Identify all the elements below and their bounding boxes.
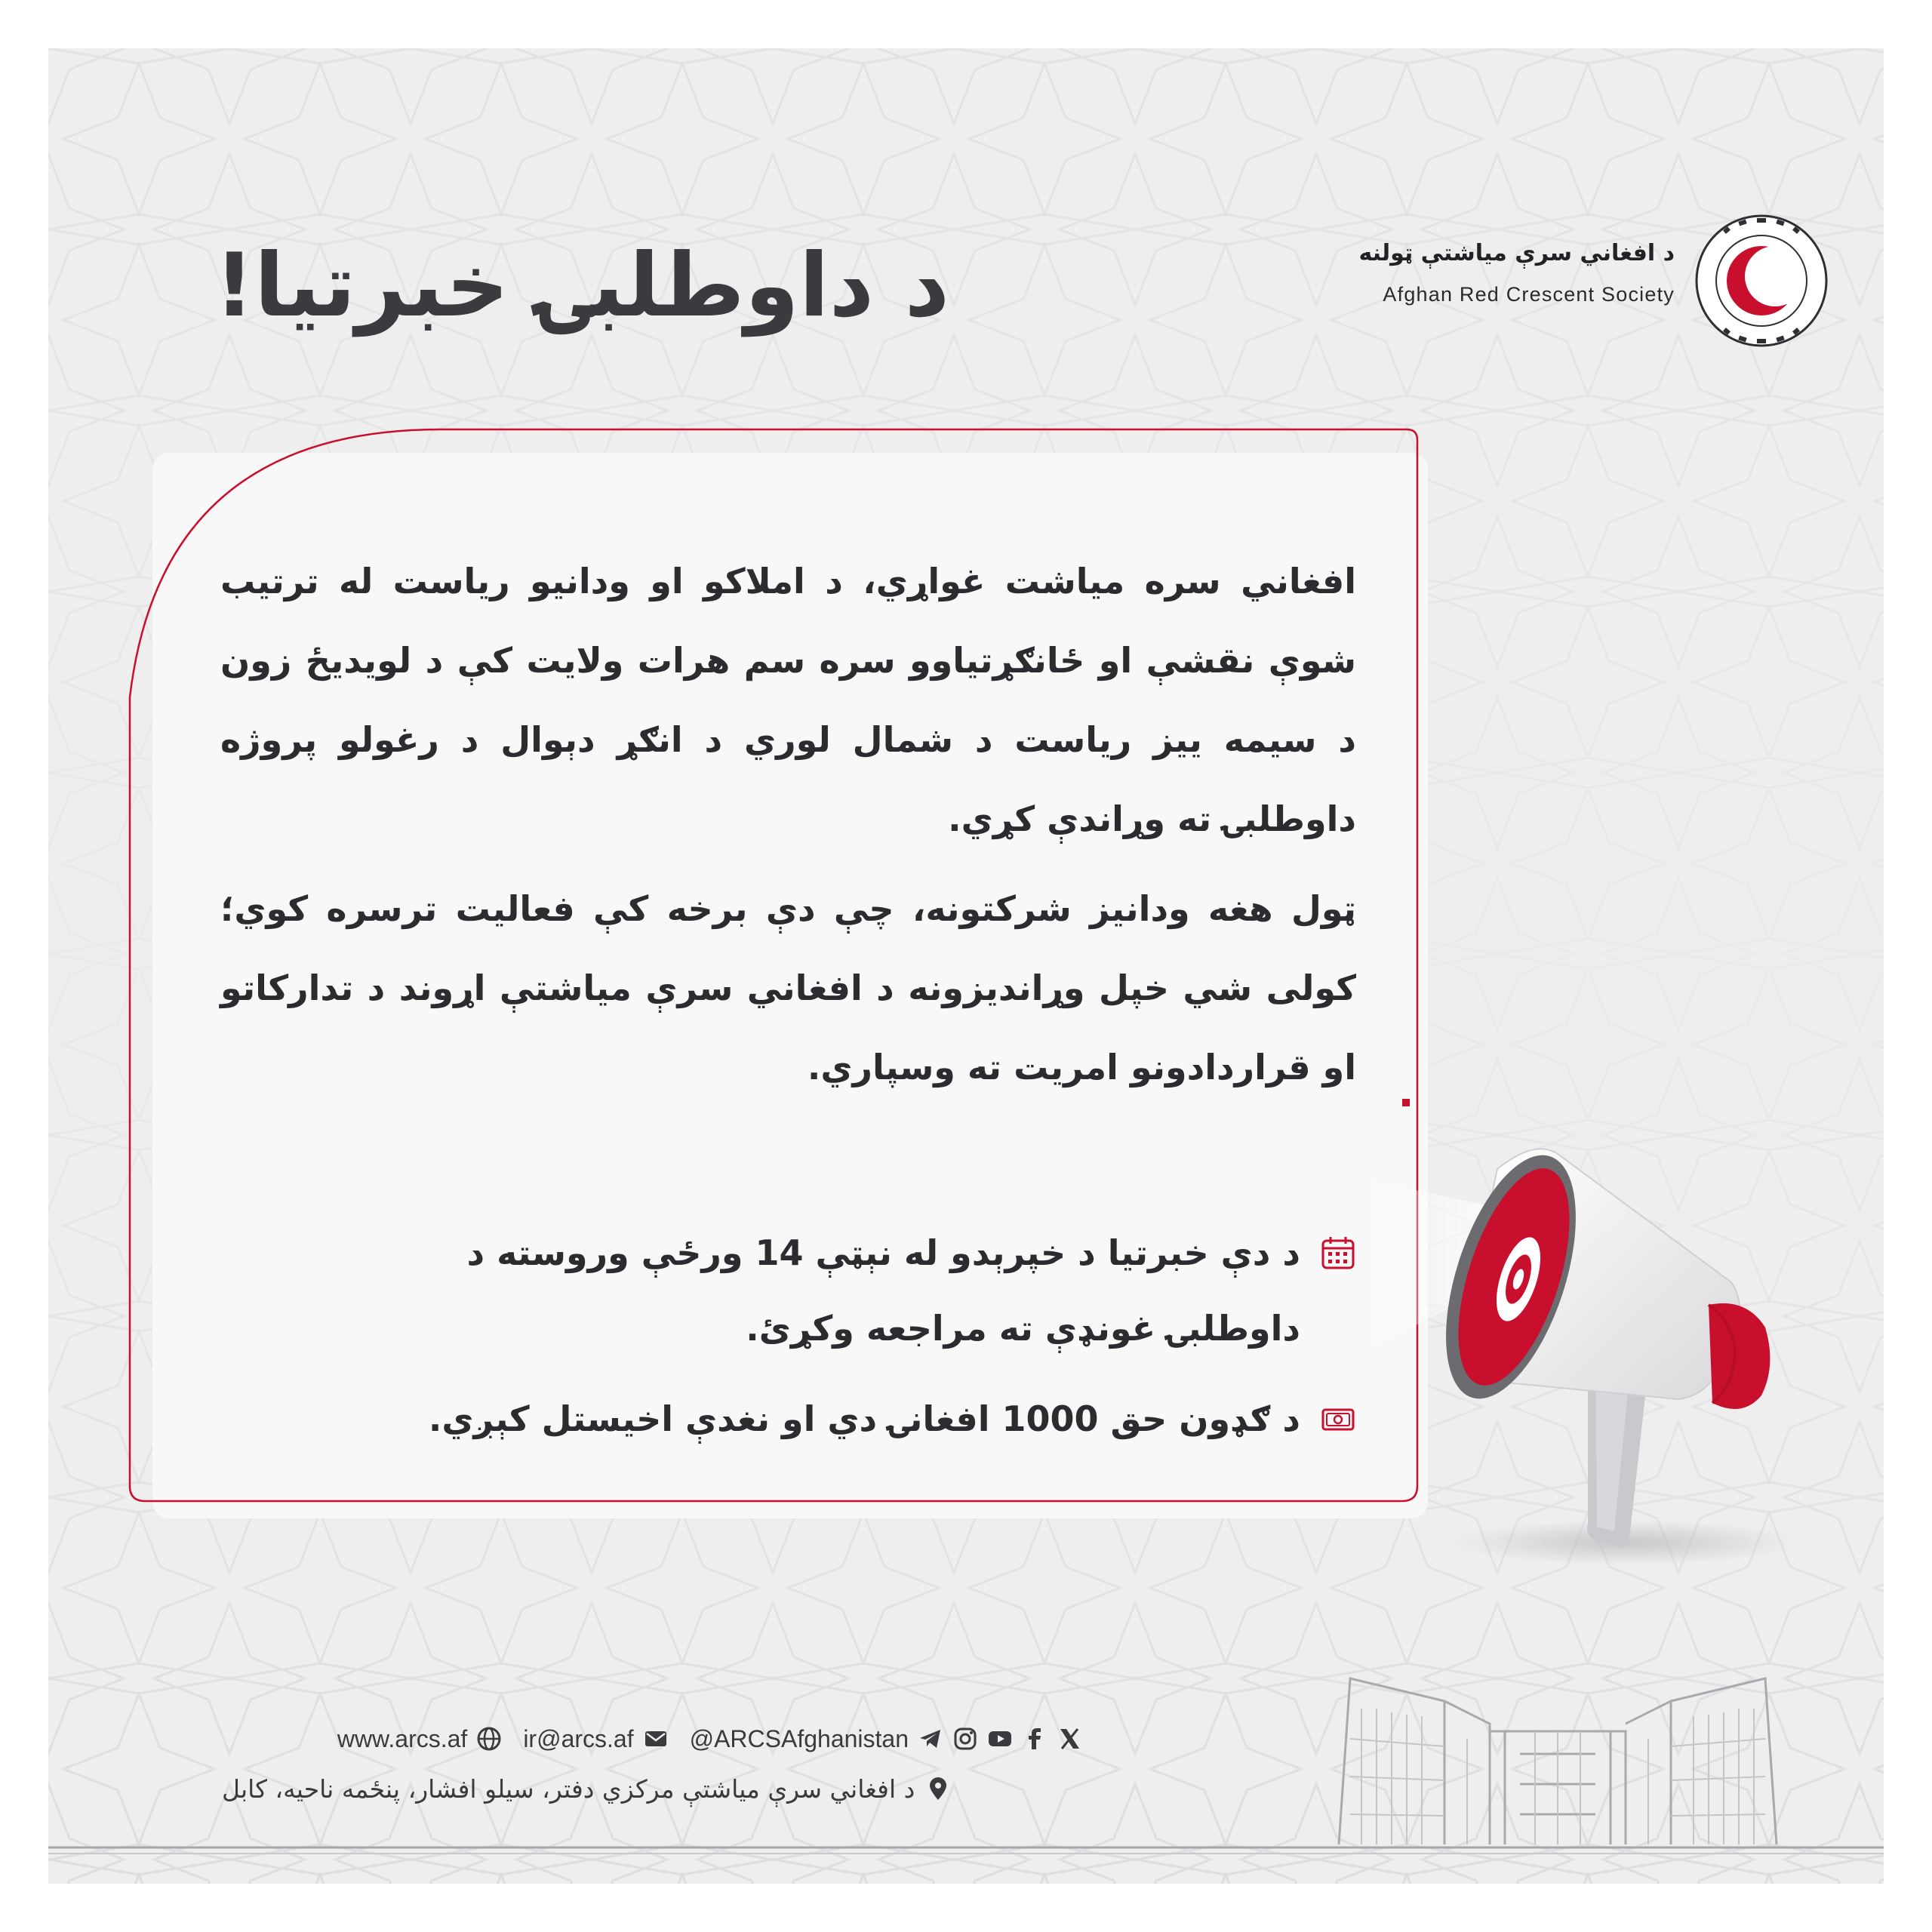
ground-line-decoration [48,1844,1884,1884]
list-item [341,1215,1356,1366]
megaphone-icon [1354,1078,1837,1577]
social-group[interactable] [690,1725,1082,1753]
paragraph: افغاني سره مياشت غواړي، د املاکو او ودانيو رياست له ترتيب شوې نقشې او ځانګړتياوو سره سم هرات ولايت کې د لويديځ زون د سيمه ييز رياست د شمال لوري د انګړ دېوال د رغولو پروژه داوطلبۍ ته وړاندې کړي. [220,561,1356,839]
footer [222,1715,1082,1828]
website-group[interactable] [337,1725,502,1753]
address-row [222,1764,1082,1813]
brand-name-english: Afghan Red Crescent Society [1383,283,1675,306]
announcement-poster [48,48,1884,1884]
x-icon[interactable] [1057,1726,1082,1752]
email-icon [643,1726,669,1752]
telegram-icon[interactable] [918,1726,943,1752]
red-crescent-logo-icon [1694,213,1829,349]
content-card [152,453,1428,1518]
page-title: د داوطلبۍ خبرتيا! [214,235,950,337]
address-text: د افغاني سرې مياشتې مرکزي دفتر، سيلو افشار، پنځمه ناحيه، کابل [222,1774,915,1804]
contact-row [222,1715,1082,1763]
card-body-text [220,542,1356,1118]
social-handle-text[interactable]: @ARCSAfghanistan [689,1724,909,1752]
email-group[interactable] [523,1725,668,1753]
facebook-icon[interactable] [1022,1726,1048,1752]
headquarters-building-illustration [1316,1633,1799,1860]
brand-block [1309,213,1829,349]
globe-icon [476,1726,502,1752]
list-item [341,1381,1356,1457]
brand-name-pashto: د افغاني سرې مياشتې ټولنه [1358,240,1675,266]
youtube-icon[interactable] [987,1726,1013,1752]
email-text[interactable]: ir@arcs.af [523,1724,634,1752]
calendar-icon [1320,1235,1356,1271]
location-pin-icon [925,1776,951,1801]
cash-icon [1320,1401,1356,1437]
paragraph: ټول هغه ودانيز شرکتونه، چې دې برخه کې فعاليت ترسره کوي؛ کولی شي خپل وړانديزونه د افغاني سرې مياشتې اړوند د تدارکاتو او قراردادونو امريت ته وسپاري. [220,888,1356,1088]
instagram-icon[interactable] [952,1726,978,1752]
bullet-text: د دې خبرتيا د خپرېدو له نېټې 14 ورځې وروسته د داوطلبۍ غونډې ته مراجعه وکړئ. [466,1232,1300,1349]
website-text[interactable]: www.arcs.af [337,1724,468,1752]
bullet-text: د ګډون حق 1000 افغانۍ دي او نغدې اخيستل کېږي. [428,1398,1300,1439]
bullet-list [341,1215,1356,1472]
